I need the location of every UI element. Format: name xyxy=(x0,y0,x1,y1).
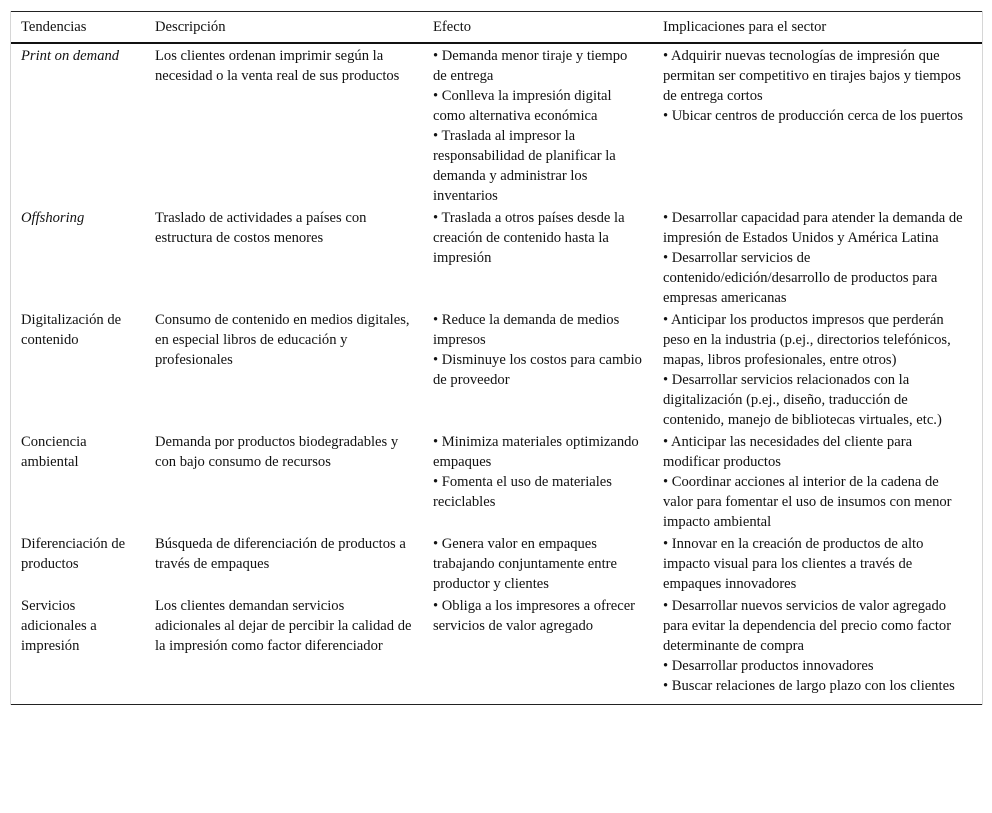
implication-item: • Coordinar acciones al interior de la cadena de valor para fomentar el uso de insumos con menor impacto ambiental xyxy=(663,474,952,530)
implications-cell xyxy=(653,206,982,308)
effect-cell xyxy=(423,206,653,308)
effect-item: • Reduce la demanda de medios impresos xyxy=(433,312,620,348)
trends-table xyxy=(11,11,982,705)
implications-cell xyxy=(653,532,982,594)
effect-cell xyxy=(423,308,653,430)
implication-item: • Desarrollar capacidad para atender la demanda de impresión de Estados Unidos y América Latina xyxy=(663,210,963,246)
implications-cell xyxy=(653,594,982,705)
header-descripcion: Descripción xyxy=(155,19,226,35)
table-row xyxy=(11,43,982,206)
implications-cell xyxy=(653,430,982,532)
effect-cell xyxy=(423,532,653,594)
header-efecto: Efecto xyxy=(433,19,472,35)
description-cell: Búsqueda de diferenciación de productos a través de empaques xyxy=(155,536,406,572)
description-cell: Traslado de actividades a países con estructura de costos menores xyxy=(155,210,367,246)
header-implicaciones: Implicaciones para el sector xyxy=(663,19,827,35)
table-row xyxy=(11,308,982,430)
implication-item: • Buscar relaciones de largo plazo con los clientes xyxy=(663,678,955,694)
effect-item: • Genera valor en empaques trabajando conjuntamente entre productor y clientes xyxy=(433,536,617,592)
trend-cell: Print on demand xyxy=(21,48,120,64)
description-cell: Los clientes ordenan imprimir según la necesidad o la venta real de sus productos xyxy=(155,48,400,84)
header-tendencias: Tendencias xyxy=(21,19,87,35)
implication-item: • Adquirir nuevas tecnologías de impresión que permitan ser competitivo en tirajes bajos y tiempos de entrega cortos xyxy=(663,48,961,104)
table-row xyxy=(11,594,982,705)
implication-item: • Anticipar las necesidades del cliente para modificar productos xyxy=(663,434,913,470)
effect-item: • Traslada al impresor la responsabilidad de planificar la demanda y administrar los inventarios xyxy=(433,128,616,204)
description-cell: Los clientes demandan servicios adicionales al dejar de percibir la calidad de la impresión como factor diferenciador xyxy=(155,598,412,654)
trend-cell: Diferenciación de productos xyxy=(21,536,126,572)
description-cell: Consumo de contenido en medios digitales, en especial libros de educación y profesionales xyxy=(155,312,410,368)
effect-cell xyxy=(423,430,653,532)
trend-cell: Conciencia ambiental xyxy=(21,434,87,470)
trend-cell: Digitalización de contenido xyxy=(21,312,122,348)
trend-cell: Offshoring xyxy=(21,210,85,226)
implication-item: • Innovar en la creación de productos de alto impacto visual para los clientes a través de empaques innovadores xyxy=(663,536,924,592)
implication-item: • Desarrollar servicios relacionados con la digitalización (p.ej., diseño, traducción de contenido, manejo de bibliotecas virtuales, etc.) xyxy=(663,372,942,428)
table-row xyxy=(11,532,982,594)
implications-cell xyxy=(653,308,982,430)
table-row xyxy=(11,430,982,532)
table-row xyxy=(11,206,982,308)
implication-item: • Desarrollar nuevos servicios de valor agregado para evitar la dependencia del precio como factor determinante de compra xyxy=(663,598,952,654)
implication-item: • Anticipar los productos impresos que perderán peso en la industria (p.ej., directorios telefónicos, mapas, libros profesionales, entre otros) xyxy=(663,312,951,368)
effect-cell xyxy=(423,43,653,206)
effect-item: • Traslada a otros países desde la creación de contenido hasta la impresión xyxy=(433,210,625,266)
effect-item: • Conlleva la impresión digital como alternativa económica xyxy=(433,88,612,124)
effect-item: • Fomenta el uso de materiales reciclables xyxy=(433,474,612,510)
effect-item: • Obliga a los impresores a ofrecer servicios de valor agregado xyxy=(433,598,636,634)
implication-item: • Desarrollar productos innovadores xyxy=(663,658,874,674)
effect-item: • Disminuye los costos para cambio de proveedor xyxy=(433,352,642,388)
effect-item: • Demanda menor tiraje y tiempo de entrega xyxy=(433,48,628,84)
description-cell: Demanda por productos biodegradables y con bajo consumo de recursos xyxy=(155,434,399,470)
trend-cell: Servicios adicionales a impresión xyxy=(21,598,97,654)
table-header-row xyxy=(11,12,982,44)
implication-item: • Ubicar centros de producción cerca de los puertos xyxy=(663,108,964,124)
effect-item: • Minimiza materiales optimizando empaques xyxy=(433,434,639,470)
implications-cell xyxy=(653,43,982,206)
effect-cell xyxy=(423,594,653,705)
trends-table-container xyxy=(10,11,983,705)
implication-item: • Desarrollar servicios de contenido/edición/desarrollo de productos para empresas americanas xyxy=(663,250,938,306)
